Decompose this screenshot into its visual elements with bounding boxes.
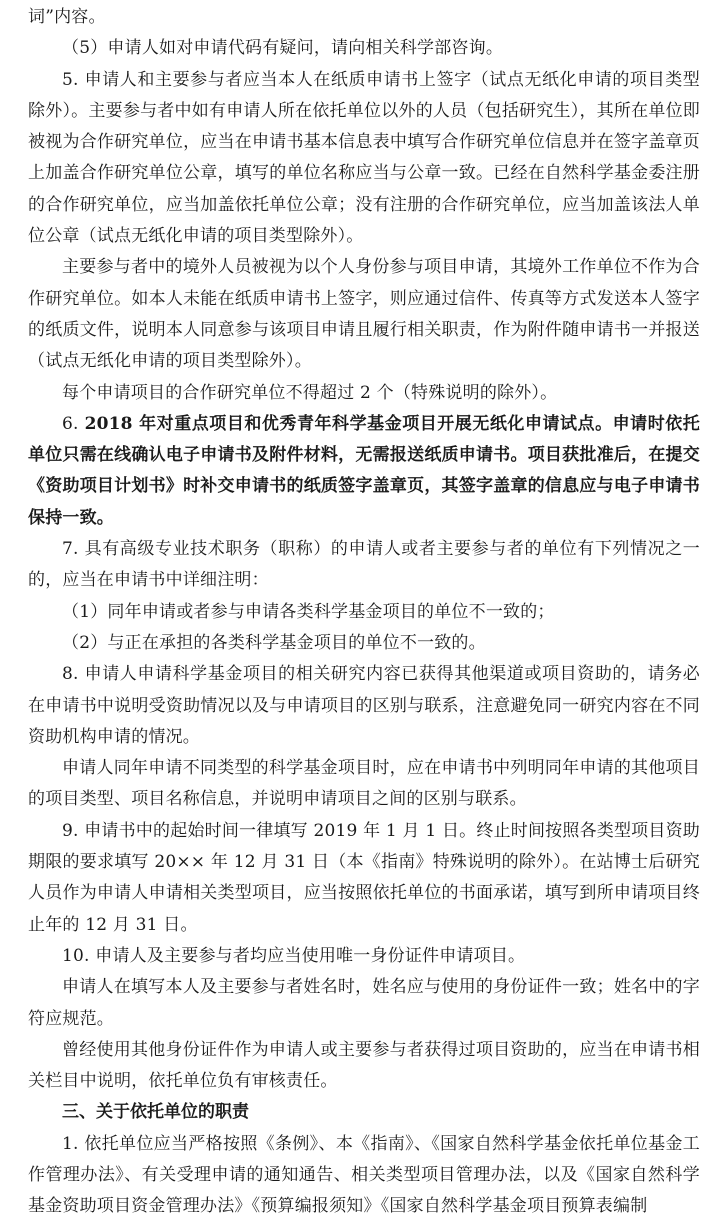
paragraph-other-id-documents: 曾经使用其他身份证件作为申请人或主要参与者获得过项目资助的，应当在申请书相关栏目中说明，依托单位负有审核责任。 xyxy=(28,1039,700,1092)
paragraph-item-9: 9. 申请书中的起始时间一律填写 2019 年 1 月 1 日。终止时间按照各类型项目资助期限的要求填写 20×× 年 12 月 31 日（本《指南》特殊说明的除外）。在站博士后研究人员作为申请人申请相关类型项目，应当按照依托单位的书面承诺，填写到所申请项目终止年的 12 月 31 日。 xyxy=(28,820,700,935)
section-heading-3: 三、关于依托单位的职责 xyxy=(62,1102,249,1123)
paragraph-item-7-case-1: （1）同年申请或者参与申请各类科学基金项目的单位不一致的； xyxy=(62,601,555,622)
item-6-bold-text: 2018 年对重点项目和优秀青年科学基金项目开展无纸化申请试点。申请时依托单位只需在线确认电子申请书及附件材料，无需报送纸质申请书。项目获批准后，在提交《资助项目计划书》时补交申请书的纸质签字盖章页，其签字盖章的信息应与电子申请书保持一致。 xyxy=(28,413,700,528)
paragraph-institution-item-1: 1. 依托单位应当严格按照《条例》、本《指南》、《国家自然科学基金依托单位基金工作管理办法》、有关受理申请的通知通告、相关类型项目管理办法，以及《国家自然科学基金资助项目资金管理办法》《预算编报须知》《国家自然科学基金项目预算表编制 xyxy=(28,1133,700,1217)
paragraph-item-5-note: （5）申请人如对申请代码有疑问，请向相关科学部咨询。 xyxy=(62,38,504,59)
paragraph-cooperation-limit: 每个申请项目的合作研究单位不得超过 2 个（特殊说明的除外）。 xyxy=(62,382,558,403)
paragraph-item-5: 5. 申请人和主要参与者应当本人在纸质申请书上签字（试点无纸化申请的项目类型除外）。主要参与者中如有申请人所在依托单位以外的人员（包括研究生），其所在单位即被视为合作研究单位，应当在申请书基本信息表中填写合作研究单位信息并在签字盖章页上加盖合作研究单位公章，填写的单位名称应当与公章一致。已经在自然科学基金委注册的合作研究单位，应当加盖依托单位公章；没有注册的合作研究单位，应当加盖该法人单位公章（试点无纸化申请的项目类型除外）。 xyxy=(28,69,700,247)
paragraph-item-7: 7. 具有高级专业技术职务（职称）的申请人或者主要参与者的单位有下列情况之一的，应当在申请书中详细注明： xyxy=(28,539,700,591)
paragraph-item-8: 8. 申请人申请科学基金项目的相关研究内容已获得其他渠道或项目资助的，请务必在申请书中说明受资助情况以及与申请项目的区别与联系，注意避免同一研究内容在不同资助机构申请的情况。 xyxy=(28,664,700,747)
paragraph-name-rules: 申请人在填写本人及主要参与者姓名时，姓名应与使用的身份证件一致；姓名中的字符应规范。 xyxy=(28,977,700,1029)
paragraph-continuation: 词”内容。 xyxy=(28,7,106,27)
paragraph-item-7-case-2: （2）与正在承担的各类科学基金项目的单位不一致的。 xyxy=(62,632,486,653)
paragraph-same-year-applications: 申请人同年申请不同类型的科学基金项目时，应在申请书中列明同年申请的其他项目的项目类型、项目名称信息，并说明申请项目之间的区别与联系。 xyxy=(28,758,700,810)
paragraph-item-6 xyxy=(28,409,700,534)
paragraph-overseas-participants: 主要参与者中的境外人员被视为以个人身份参与项目申请，其境外工作单位不作为合作研究单位。如本人未能在纸质申请书上签字，则应通过信件、传真等方式发送本人签字的纸质文件，说明本人同意参与该项目申请且履行相关职责，作为附件随申请书一并报送（试点无纸化申请的项目类型除外）。 xyxy=(28,257,700,372)
paragraph-item-10: 10. 申请人及主要参与者均应当使用唯一身份证件申请项目。 xyxy=(62,945,526,966)
item-6-number: 6. xyxy=(62,413,85,434)
